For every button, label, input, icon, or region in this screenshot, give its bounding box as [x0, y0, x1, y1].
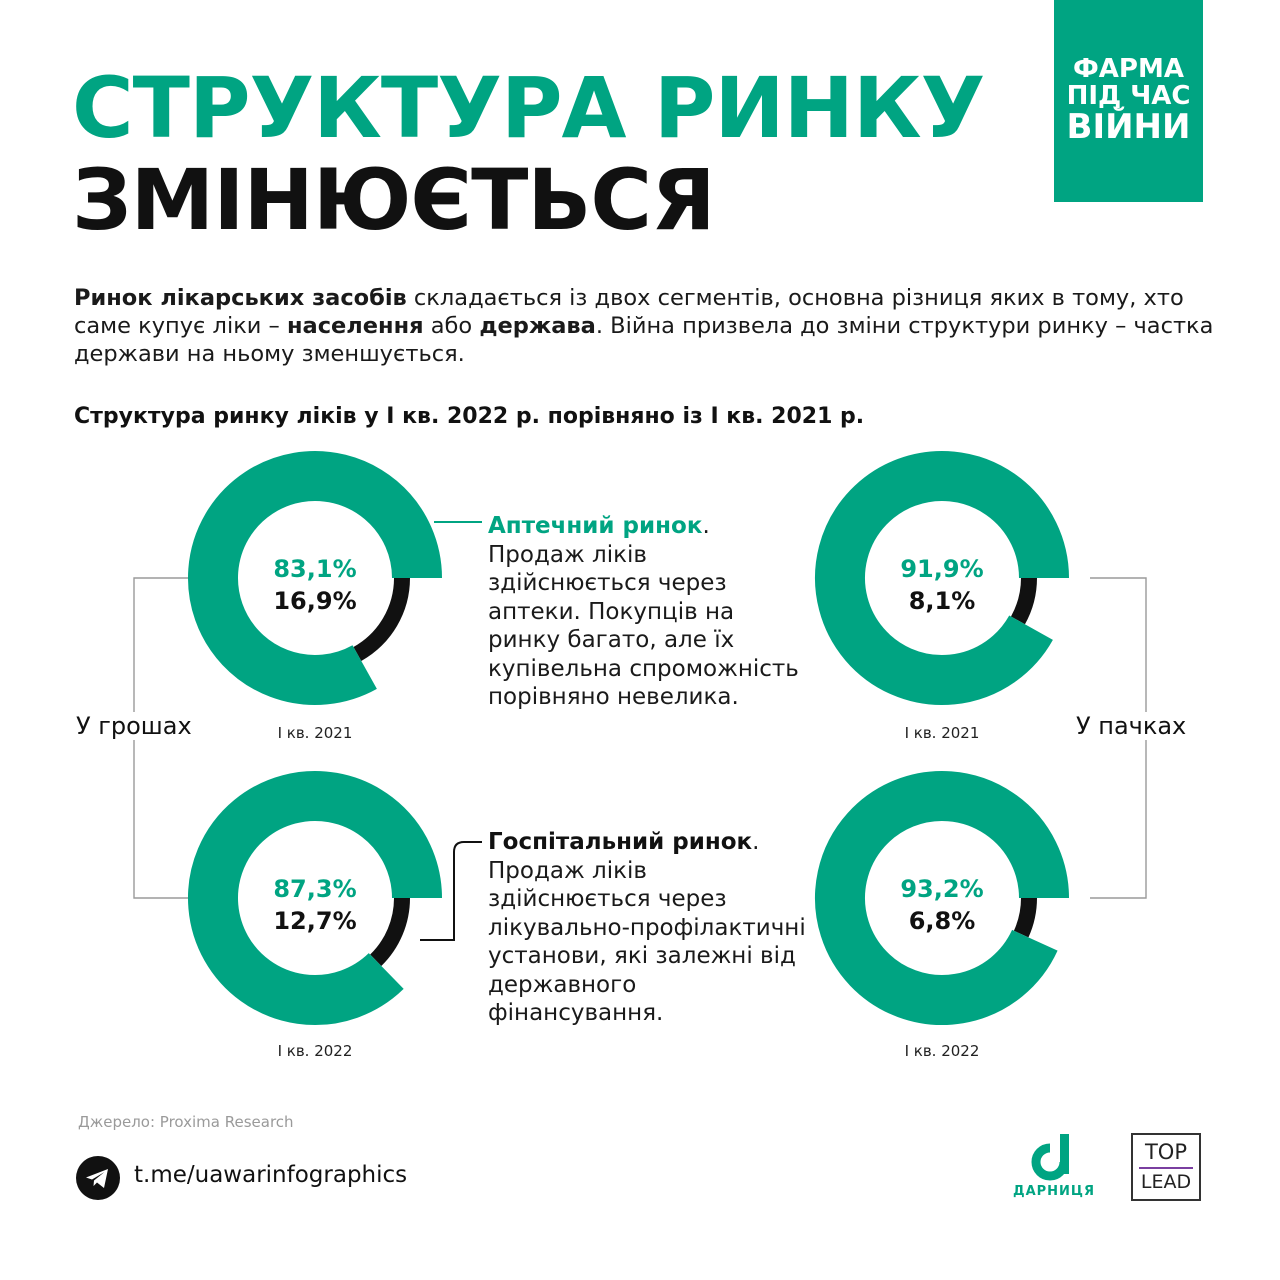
title-line-1: СТРУКТУРА РИНКУ	[72, 59, 985, 157]
chart-subtitle: Структура ринку ліків у І кв. 2022 р. порівняно із І кв. 2021 р.	[74, 404, 865, 429]
donut-label-pharmacy: 83,1%	[273, 555, 357, 583]
label-in-money: У грошах	[72, 712, 196, 740]
pharmacy-body: Продаж ліків здійснюється через аптеки. Покупців на ринку багато, але їх купівельна спроможність порівняно невелика.	[488, 541, 799, 710]
donut-slice-hospital	[1021, 898, 1029, 934]
toplead-bottom-text: LEAD	[1140, 1171, 1192, 1193]
darnytsia-name: ДАРНИЦЯ	[1013, 1184, 1095, 1199]
donut-label-hospital: 16,9%	[273, 587, 357, 615]
donut-label-pharmacy: 93,2%	[900, 875, 984, 903]
pharmacy-heading: Аптечний ринок	[488, 513, 703, 539]
label-in-packs: У пачках	[1072, 712, 1190, 740]
darnytsia-mark-icon	[1006, 1130, 1102, 1182]
title-line-2: ЗМІНЮЄТЬСЯ	[72, 151, 715, 249]
donut-label-hospital: 8,1%	[908, 587, 976, 615]
intro-text-2: або	[423, 313, 480, 339]
pharmacy-heading-dot: .	[702, 513, 710, 539]
badge-line-1: ФАРМА	[1073, 53, 1184, 84]
donut-slice-hospital	[357, 578, 402, 654]
toplead-logo	[1131, 1133, 1201, 1201]
donut-label-hospital: 12,7%	[273, 907, 357, 935]
telegram-link[interactable]: t.me/uawarinfographics	[134, 1162, 408, 1188]
source-note: Джерело: Proxima Research	[78, 1113, 294, 1131]
badge-line-3: ВІЙНИ	[1066, 107, 1191, 148]
pharmacy-description	[488, 512, 808, 712]
donut-slice-hospital	[376, 898, 402, 960]
donut-period-label: І кв. 2022	[904, 1042, 980, 1060]
hospital-body: Продаж ліків здійснюється через лікувально-профілактичні установи, які залежні від державного фінансування.	[488, 857, 806, 1026]
intro-bold-state: держава	[479, 313, 596, 339]
donut-label-pharmacy: 87,3%	[273, 875, 357, 903]
hospital-heading-dot: .	[752, 829, 760, 855]
donut-label-hospital: 6,8%	[908, 907, 976, 935]
intro-bold-population: населення	[286, 313, 424, 339]
hospital-description	[488, 828, 808, 1028]
donut-period-label: І кв. 2022	[277, 1042, 353, 1060]
telegram-icon[interactable]	[76, 1156, 120, 1200]
intro-text-3: . Війна призвела до зміни структури ринку – частка держави на ньому зменшується.	[74, 313, 1214, 367]
badge-line-2: ПІД ЧАС	[1066, 81, 1191, 112]
donut-label-pharmacy: 91,9%	[900, 555, 984, 583]
hospital-heading: Госпітальний ринок	[488, 829, 753, 855]
darnytsia-logo	[1006, 1130, 1102, 1204]
telegram-plane-icon	[76, 1156, 120, 1200]
intro-text-1: складається із двох сегментів, основна різниця яких в тому, хто саме купує ліки –	[74, 285, 1184, 339]
toplead-top-text: TOP	[1144, 1140, 1188, 1164]
donut-period-label: І кв. 2021	[904, 724, 980, 742]
donut-slice-hospital	[1018, 578, 1029, 620]
donut-period-label: І кв. 2021	[277, 724, 353, 742]
intro-bold-market: Ринок лікарських засобів	[74, 285, 407, 311]
